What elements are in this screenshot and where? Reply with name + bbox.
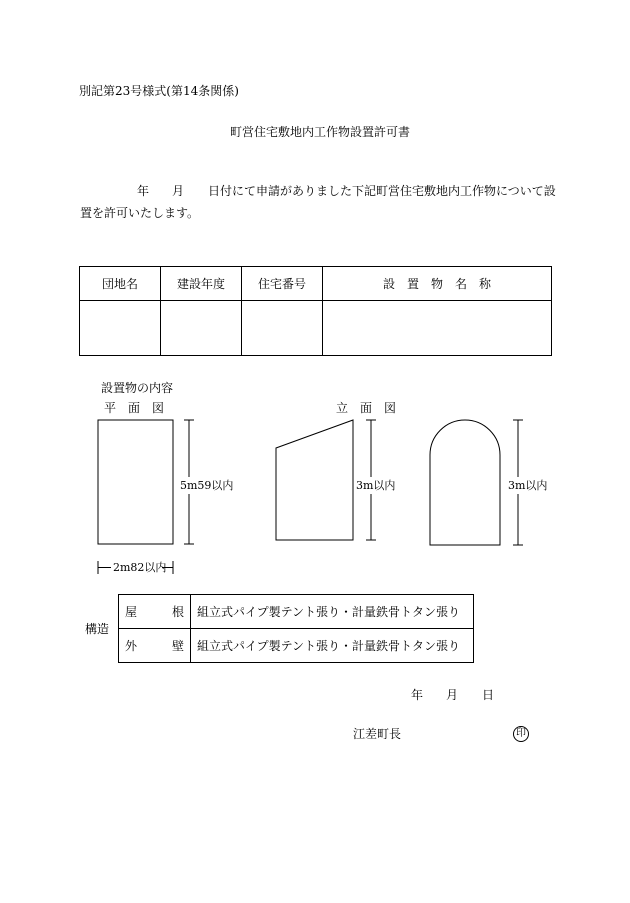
section-title: 設置物の内容 (101, 381, 174, 395)
plan-rect (98, 420, 173, 544)
date-year: 年 (411, 688, 424, 702)
plan-width-label: 2m82以内 (113, 561, 167, 574)
roof-label: 屋 根 (125, 605, 184, 619)
elev1-height-label: 3m以内 (356, 479, 396, 492)
structure-label: 構造 (85, 622, 110, 636)
date-month: 月 (446, 688, 459, 702)
form-id: 別記第23号様式(第14条関係) (79, 84, 239, 98)
structure-row-wall (119, 629, 474, 663)
header-number: 住宅番号 (242, 267, 323, 301)
elevation-label: 立 面 図 (336, 401, 397, 415)
header-name: 設 置 物 名 称 (323, 267, 552, 301)
intro-line-2: 置を許可いたします。 (80, 206, 200, 220)
date-day: 日 (482, 688, 495, 702)
signatory-name: 江差町長 (353, 727, 402, 741)
wall-label: 外 壁 (125, 639, 184, 653)
plan-height-label: 5m59以内 (180, 479, 234, 492)
plan-label: 平 面 図 (104, 401, 165, 415)
page-title: 町営住宅敷地内工作物設置許可書 (230, 125, 411, 139)
intro-month: 月 (172, 184, 185, 198)
structure-table (118, 594, 474, 663)
wall-desc: 組立式パイプ製テント張り・計量鉄骨トタン張り (191, 629, 474, 663)
header-year: 建設年度 (161, 267, 242, 301)
elevation-shed-shape (276, 420, 353, 540)
intro-line-1: 日付にて申請がありました下記町営住宅敷地内工作物について設 (208, 184, 556, 198)
structure-row-roof (119, 595, 474, 629)
roof-desc: 組立式パイプ製テント張り・計量鉄骨トタン張り (191, 595, 474, 629)
intro-year: 年 (137, 184, 150, 198)
elev2-height-label: 3m以内 (508, 479, 548, 492)
header-danchi: 団地名 (80, 267, 161, 301)
seal-mark: 印 (513, 726, 529, 742)
elevation-arch-shape (430, 420, 500, 545)
